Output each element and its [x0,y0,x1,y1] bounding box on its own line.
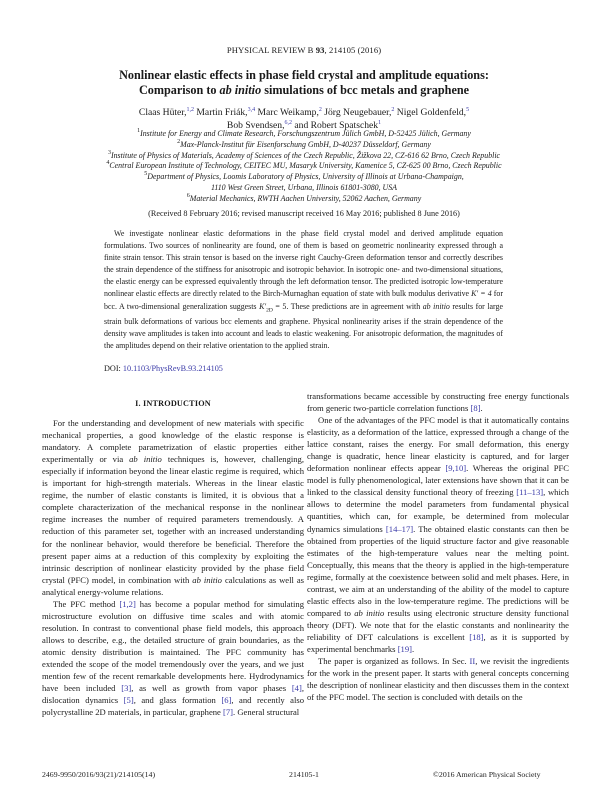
citation-link[interactable]: [5] [123,695,134,706]
affiliation: $^6$Material Mechanics, RWTH Aachen University, 52062 Aachen, Germany [186,192,422,203]
title-italic: ab initio [219,83,262,97]
received-dates: (Received 8 February 2016; revised manuscript received 16 May 2016; published 8 June 2016) [148,209,460,218]
doi [104,364,223,373]
citation-link[interactable]: [14–17] [385,523,414,534]
paragraph: One of the advantages of the PFC model is that it automatically contains elasticity, as a deformation of the lattice, expressed through a change of the lattice constant, raises the energy. For small deformation, this energy change is quadratic, hence linear elasticity is captured, and for larger deformation nonlinear effects appear [9,10]. Whereas the original PFC model is fully phenomenological, later extensions have shown that it can be linked to the classical density functional theory of freezing [11–13], which allows to determine the model parameters from fundamental physical quantities, which can, for example, be determined from molecular dynamics simulations [14–17]. The obtained elastic constants can then be obtained from properties of the liquid structure factor and give reasonable estimates of the high-temperature values near the melting point. Conceptually, this means that the theory is applied in the high-temperature regime, formally at the coexistence between solid and melt phases. Here, in contrast, we aim at an understanding of the ability of the model to capture elastic effects also in the low-temperature regime. The predictions will be compared to ab initio results using electronic structure density functional theory (DFT). We note that for the elastic constants and nonlinearity the reliability of DFT calculations is excellent [18], as it is supported by experimental benchmarks [19]. [307,415,569,654]
affiliation-link[interactable]: 5 [466,107,470,113]
affiliation: 1110 West Green Street, Urbana, Illinois 61801-3080, USA [211,182,397,192]
author: Jörg Neugebauer,$^2$ [324,107,395,118]
section-heading: I. INTRODUCTION [135,399,211,408]
affiliation: $^2$Max-Planck-Institut für Eisenforschung GmbH, D-40237 Düsseldorf, Germany [177,138,431,149]
doi-link[interactable]: 10.1103/PhysRevB.93.214105 [122,364,223,373]
column-left [42,398,304,718]
abstract-text: We investigate nonlinear elastic deformations in the phase field crystal model and derived amplitude equation formulations. Two sources of nonlinearity are found, one of them is based on geometric nonlinearity expressed through a finite strain tensor. This strain tensor is based on the inverse right Cauchy-Green deformation tensor and correctly describes the strain dependence of the stiffness for anisotropic and isotropic behavior. In isotropic one- and two-dimensional situations, the elastic energy can be expressed equivalently through the left deformation tensor. The predicted isotropic low-temperature nonlinear elastic effects are directly related to the Birch-Murnaghan equation of state with bulk modulus derivative K′ = 4 for bcc. A two-dimensional generalization suggests $K'_{2D} = 5$. These predictions are in agreement with ab initio results for large strain bulk deformations of various bcc elements and graphene. Physical nonlinearity arises if the strain dependence of the density wave amplitudes is taken into account and leads to elastic weakening. For anisotropic deformation, the magnitudes of the amplitudes depend on their relative orientation to the applied strain. [104,229,503,351]
footer-issn: 2469-9950/2016/93(21)/214105(14) [42,770,156,779]
paragraph: For the understanding and development of new materials with specific mechanical properties, a good knowledge of the elastic response is mandatory. A complete parametrization of elastic properties either experimentally or via ab initio techniques is, however, challenging, especially if information beyond the linear elastic regime is required, which is important for high-strength materials. Whereas in the linear elastic regime, the number of elastic constants is limited, it is obvious that a complete characterization of the mechanical response in the nonlinear regime increases the number of required parameters tremendously. A reduction of this parameter set, together with an increased understanding for the nonlinear behavior, would therefore be beneficial. Therefore the present paper aims at a reduction of this complexity by exploiting the intrinsic description of nonlinear elasticity provided by the phase field crystal (PFC) model, in combination with ab initio calculations as well as analytical energy-volume relations. [42,418,305,597]
affiliation: $^4$Central European Institute of Technology, CEITEC MU, Masaryk University, Kamenice 5, CZ-625 00 Brno, Czech Republic [106,160,502,171]
paragraph: The PFC method [1,2] has become a popular method for simulating microstructure evolution on diffusive time scales and with atomic resolution. In contrast to conventional phase field models, this approach allows to describe, e.g., the detailed structure of grain boundaries, as the atomic density distribution is maintained. The PFC community has extended the scope of the model tremendously over the years, and we just mention few of the recent remarkable developments here. Hydrodynamics have been included [3], as well as growth from vapor phases [4], dislocation dynamics [5], and glass formation [6], and recently also polycrystalline 2D materials, in particular, graphene [7]. General structural [42,598,304,718]
author: Marc Weikamp,$^2$ [257,107,322,118]
column-right [307,390,569,703]
affiliation-link[interactable]: 1,2 [186,107,194,113]
affiliation-link[interactable]: 1 [378,120,382,126]
journal-citation: , 214105 (2016) [324,45,382,55]
citation-link[interactable]: [1,2] [119,598,136,609]
citation-link[interactable]: [6] [221,695,232,706]
author: Nigel Goldenfeld,$^5$ [396,107,470,118]
citation-link[interactable]: [3] [121,683,132,694]
journal-header [0,45,608,55]
journal-volume: 93 [315,45,325,55]
journal-name: PHYSICAL REVIEW B [226,45,314,55]
citation-link[interactable]: [11–13] [516,487,544,498]
affiliation-link[interactable]: 6,2 [284,120,292,126]
citation-link[interactable]: [18] [469,631,484,642]
footer-copyright: ©2016 American Physical Society [433,770,541,779]
affiliation: $^1$Institute for Energy and Climate Research, Forschungszentrum Jülich GmbH, D-52425 Jülich, Germany [137,128,471,138]
affiliation: $^3$Institute of Physics of Materials, Academy of Sciences of the Czech Republic, Žižkova 22, CZ-616 62 Brno, Czech Republic [107,149,501,160]
paragraph: The paper is organized as follows. In Sec. II, we revisit the ingredients for the work in the present paper. It starts with general concepts concerning the description of nonlinear elasticity and then discusses them in the context of the PFC model. The section is concluded with details on the [307,656,569,703]
citation-link[interactable]: [7] [223,707,234,718]
author: Martin Friák,$^{3,4}$ [196,107,256,118]
title-line-1: Nonlinear elastic effects in phase field crystal and amplitude equations: [119,68,489,82]
affiliation-link[interactable]: 2 [391,107,395,113]
citation-link[interactable]: [4] [291,683,302,694]
title-text: simulations of bcc metals and graphene [261,83,470,97]
section-link[interactable]: II [469,656,476,667]
title-line-2 [0,83,608,98]
author: and Robert Spatschek$^1$ [294,120,382,131]
citation-link[interactable]: [8] [470,403,481,414]
author: Claas Hüter,$^{1,2}$ [138,107,194,118]
doi-label: DOI: [104,364,123,373]
citation-link[interactable]: [9,10] [445,463,467,474]
title-text: Comparison to [138,83,220,97]
paper-title [0,68,608,98]
abstract [104,228,503,353]
paragraph: transformations became accessible by constructing free energy functionals from generic two-particle correlation functions [8]. [307,391,569,414]
citation-link[interactable]: [19] [397,643,413,654]
footer-page-number: 214105-1 [289,770,319,779]
affiliation-link[interactable]: 3,4 [247,107,256,113]
author: Bob Svendsen,$^{6,2}$ [226,120,292,131]
affiliations [0,129,608,205]
affiliation-link[interactable]: 2 [318,107,322,113]
affiliation: $^5$Department of Physics, Loomis Laboratory of Physics, University of Illinois at Urbana-Champaign, [144,171,464,182]
